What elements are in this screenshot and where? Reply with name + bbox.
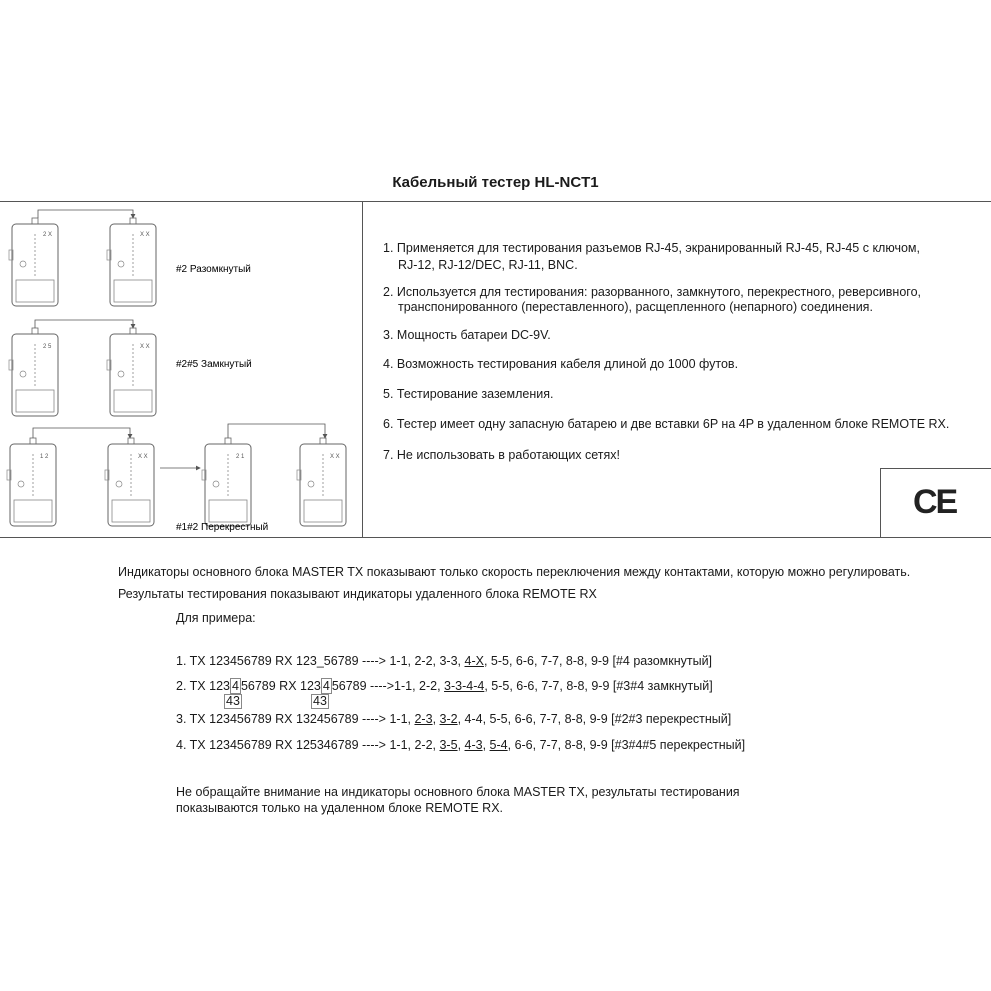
- example-1: 1. TX 123456789 RX 123_56789 ----> 1-1, 2-2, 3-3, 4-X, 5-5, 6-6, 7-7, 8-8, 9-9 [#4 разомкнутый]: [176, 654, 713, 668]
- diagram-label-open: #2 Разомкнутый: [176, 264, 251, 275]
- remote-indicators-text: Результаты тестирования показывают индикаторы удаленного блока REMOTE RX: [118, 587, 597, 601]
- ce-mark-box: [880, 468, 991, 537]
- svg-text:2 X: 2 X: [43, 232, 53, 238]
- feature-6: 6. Тестер имеет одну запасную батарею и две вставки 6P на 4P в удаленном блоке REMOTE RX.: [383, 417, 950, 431]
- svg-text:X X: X X: [330, 454, 340, 460]
- svg-text:X X: X X: [138, 454, 148, 460]
- example-2-sub-a: 43: [226, 694, 240, 708]
- diagram-cross: [7, 424, 346, 526]
- feature-2-cont: транспонированного (переставленного), расщепленного (непарного) соединения.: [398, 300, 873, 314]
- page-title: Кабельный тестер HL-NCT1: [392, 174, 599, 191]
- example-intro: Для примера:: [176, 611, 256, 625]
- svg-text:X X: X X: [140, 344, 150, 350]
- master-indicators-text: Индикаторы основного блока MASTER TX показывают только скорость переключения между контактами, которую можно регулировать.: [118, 565, 911, 579]
- svg-text:1 2: 1 2: [40, 454, 49, 460]
- example-3: 3. TX 123456789 RX 132456789 ----> 1-1, 2-3, 3-2, 4-4, 5-5, 6-6, 7-7, 8-8, 9-9 [#2#3 перекрестный]: [176, 712, 732, 726]
- feature-4: 4. Возможность тестирования кабеля длиной до 1000 футов.: [383, 357, 739, 371]
- feature-3: 3. Мощность батареи DC-9V.: [383, 328, 551, 342]
- note-line-1: Не обращайте внимание на индикаторы основного блока MASTER TX, результаты тестирования: [176, 785, 740, 799]
- svg-text:2 5: 2 5: [43, 344, 52, 350]
- note-line-2: показываются только на удаленном блоке REMOTE RX.: [176, 801, 504, 815]
- diagram-short: [9, 320, 156, 416]
- feature-1: 1. Применяется для тестирования разъемов RJ-45, экранированный RJ-45, RJ-45 с ключом,: [383, 241, 920, 255]
- bottom-divider: [0, 537, 991, 538]
- vertical-divider: [362, 201, 363, 538]
- example-2-sub-b: 43: [313, 694, 327, 708]
- example-4: 4. TX 123456789 RX 125346789 ----> 1-1, 2-2, 3-5, 4-3, 5-4, 6-6, 7-7, 8-8, 9-9 [#3#4#5 перекрестный]: [176, 738, 746, 752]
- diagram-label-cross: #1#2 Перекрестный: [176, 522, 269, 533]
- diagram-open: [9, 210, 156, 306]
- diagram-label-short: #2#5 Замкнутый: [176, 359, 252, 370]
- tester-diagrams: [0, 202, 362, 537]
- feature-7: 7. Не использовать в работающих сетях!: [383, 448, 621, 462]
- ce-mark: CE: [913, 483, 957, 521]
- feature-5: 5. Тестирование заземления.: [383, 387, 554, 401]
- feature-1-cont: RJ-12, RJ-12/DEC, RJ-11, BNC.: [398, 258, 578, 272]
- svg-text:X X: X X: [140, 232, 150, 238]
- example-2: 2. TX 123 4 56789 RX 123 4 56789 ---->1-1, 2-2, 3-3-4-4, 5-5, 6-6, 7-7, 8-8, 9-9 [#3#4 замкнутый]: [176, 679, 713, 693]
- feature-2: 2. Используется для тестирования: разорванного, замкнутого, перекрестного, реверсивного,: [383, 285, 922, 299]
- svg-text:2 1: 2 1: [236, 454, 245, 460]
